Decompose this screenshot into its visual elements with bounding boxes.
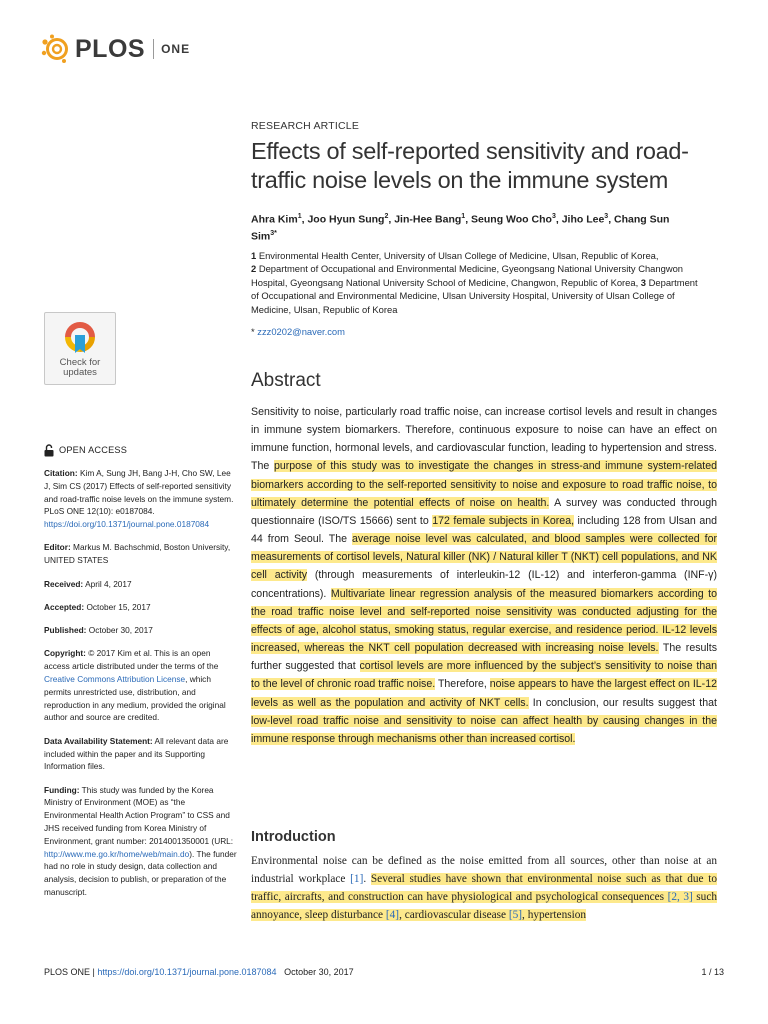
abstract-highlighted-text: purpose of this study was to investigate the changes in stress-and immune system-related biomarkers according to the self-reported sensitivity to noise and exposure to road traffic noise, to ultimately determine the potential effects of noise on health. [251, 460, 717, 509]
check-for-updates-line1: Check for [59, 357, 101, 368]
article-title: Effects of self-reported sensitivity and road-traffic noise levels on the immune system [251, 138, 689, 193]
page-footer [44, 967, 724, 977]
author-name: Chang Sun Sim [251, 213, 670, 242]
abstract-text: A survey was conducted through questionnaire (ISO/TS 15666) sent to [251, 496, 717, 527]
intro-highlighted-text: , hypertension [522, 908, 587, 921]
author-affiliation-mark: 3 [551, 213, 556, 220]
intro-highlighted-text: , cardiovascular disease [399, 908, 509, 921]
logo-journal-name: ONE [161, 42, 191, 56]
abstract-text: including 128 from Ulsan and 44 from Seoul. The [251, 514, 717, 546]
article-metadata-sidebar [44, 444, 238, 909]
footer-journal: PLOS ONE [44, 967, 91, 977]
abstract-body [251, 403, 717, 748]
affiliations [251, 249, 706, 316]
logo-divider [153, 39, 154, 59]
data-availability-block [44, 735, 238, 773]
author-name: Jin-Hee Bang [394, 213, 462, 226]
affiliation-text: Environmental Health Center, University of Ulsan College of Medicine, Ulsan, Republic of Korea, [258, 250, 659, 261]
journal-logo[interactable] [40, 34, 190, 64]
editor-block [44, 541, 238, 567]
intro-highlighted-text: such annoyance, sleep disturbance [251, 890, 717, 921]
published-label: Published: [44, 625, 87, 636]
reference-link[interactable]: [5] [508, 908, 523, 921]
reference-link[interactable]: [1] [350, 872, 364, 885]
footer-doi-link[interactable]: https://doi.org/10.1371/journal.pone.0187084 [97, 967, 277, 977]
affiliation-number: 2 [251, 263, 259, 275]
intro-text: Environmental noise can be defined as the noise emitted from all sources, other than noise at an industrial workplace [251, 855, 717, 885]
funding-block [44, 784, 238, 899]
abstract-text: Sensitivity to noise, particularly road traffic noise, can increase cortisol levels and result in changes in immune system biomarkers. Therefore, continuous exposure to noise can have an effect on immune function, hormonal levels, and cardiovascular function, leading to hypertension and stress. The [251, 406, 717, 473]
abstract-text: (through measurements of interleukin-12 (IL-12) and interferon-gamma (INF-γ) concentrations). [251, 569, 717, 600]
author-affiliation-mark: 3 [604, 213, 609, 220]
open-lock-icon [44, 444, 54, 457]
editor-label: Editor: [44, 542, 71, 553]
received-label: Received: [44, 578, 84, 589]
plos-logo-icon [40, 34, 74, 64]
page-number: 1 / 13 [701, 967, 724, 977]
author-affiliation-mark: 2 [384, 213, 389, 220]
abstract-highlighted-text: average noise level was calculated, and blood samples were collected for measurements of cortisol levels, Natural killer (NK) / Natural killer T (NKT) cell populations, and NK cell activity [251, 533, 717, 582]
funding-text-end: ). The funder had no role in study design, data collection and analysis, decision to publish, or preparation of the manuscript. [44, 848, 237, 898]
affiliation-text: Department of Occupational and Environmental Medicine, Ulsan University Hospital, University of Ulsan College of Medicine, Ulsan, Republic of Korea [251, 276, 698, 315]
author-name: Seung Woo Cho [471, 213, 552, 226]
abstract-highlighted-text: Multivariate linear regression analysis of the measured biomarkers according to the road traffic noise level and self-reported noise sensitivity was conducted adjusting for the effects of age, alcohol status, smoking status, regular exercise, and residence period. IL-12 levels increased, whereas the NKT cell population decreased with increasing noise levels. [251, 587, 717, 655]
author-affiliation-mark: 1 [297, 213, 302, 220]
citation-text: Kim A, Sung JH, Bang J-H, Cho SW, Lee J, Sim CS (2017) Effects of self-reported sensitivity and road-traffic noise levels on the immune system. PLoS ONE 12(10): e0187084. [44, 468, 234, 517]
abstract-highlighted-text: low-level road traffic noise and sensitivity to noise can affect health by causing changes in the immune response through mechanisms other than increased cortisol. [251, 714, 717, 745]
abstract-heading: Abstract [251, 370, 321, 391]
copyright-label: Copyright: [44, 648, 86, 659]
license-link[interactable]: Creative Commons Attribution License [44, 674, 186, 685]
citation-label: Citation: [44, 468, 78, 478]
abstract-text: The results further suggested that [251, 642, 717, 673]
article-type: RESEARCH ARTICLE [251, 120, 360, 132]
affiliation-number: 3 [640, 276, 649, 288]
affiliation-number: 1 [251, 250, 259, 261]
author-name: Jiho Lee [561, 213, 605, 226]
introduction-body [251, 853, 717, 925]
check-for-updates-badge[interactable] [44, 312, 116, 385]
reference-link[interactable]: [2, 3] [667, 890, 693, 903]
data-availability-label: Data Availability Statement: [44, 735, 153, 746]
abstract-text: Therefore, [435, 678, 490, 691]
corresponding-mark: * [251, 326, 255, 337]
copyright-text-end: , which permits unrestricted use, distribution, and reproduction in any medium, provided the original author and source are credited. [44, 674, 226, 723]
check-for-updates-line2: updates [63, 367, 97, 378]
received-date: April 4, 2017 [85, 578, 132, 589]
logo-brand-text: PLOS [75, 34, 146, 63]
intro-highlighted-text: Several studies have shown that environmental noise such as that due to traffic, aircrafts, and construction can have physiological and psychological consequences [251, 872, 717, 903]
funding-url-link[interactable]: http://www.me.go.kr/home/web/main.do [44, 848, 190, 859]
footer-date: October 30, 2017 [284, 967, 354, 977]
footer-separator: | [92, 967, 95, 977]
author-affiliation-mark: 1 [461, 213, 466, 220]
abstract-highlighted-text: 172 female subjects in Korea, [432, 514, 575, 527]
author-name: Joo Hyun Sung [307, 213, 385, 226]
abstract-highlighted-text: cortisol levels are more influenced by the subject’s sensitivity to noise than to the level of chronic road traffic noise. [251, 660, 717, 691]
copyright-block [44, 647, 238, 724]
published-block [44, 624, 238, 637]
received-block [44, 578, 238, 591]
accepted-date: October 15, 2017 [86, 601, 151, 612]
abstract-highlighted-text: noise appears to have the largest effect on IL-12 levels as well as the population and activity of NKT cells. [251, 678, 717, 709]
intro-text: . [363, 872, 371, 885]
corresponding-email-link[interactable]: zzz0202@naver.com [257, 326, 345, 337]
author-list: Ahra Kim$^1$, Joo Hyun Sung$^2$, Jin-Hee Bang$^1$, Seung Woo Cho$^3$, Jiho Lee$^3$, Chang Sun Sim$^{3*}$ [251, 213, 670, 242]
copyright-text: © 2017 Kim et al. This is an open access article distributed under the terms of the [44, 648, 219, 672]
funding-text: This study was funded by the Korea Ministry of Environment (MOE) as “the Environmental Health Action Program” to CSS and JHS received funding from Korea Ministry of Environment, grant number: 2014001350001 (URL: [44, 784, 234, 846]
abstract-text: In conclusion, our results suggest that [528, 696, 717, 709]
accepted-block [44, 601, 238, 614]
citation-doi-link[interactable]: https://doi.org/10.1371/journal.pone.0187084 [44, 519, 210, 530]
data-availability-text: All relevant data are included within the paper and its Supporting Information files. [44, 735, 229, 772]
citation-block [44, 467, 238, 531]
introduction-heading: Introduction [251, 829, 336, 845]
author-name: Ahra Kim [251, 213, 298, 226]
reference-link[interactable]: [4] [385, 908, 400, 921]
editor-text: Markus M. Bachschmid, Boston University, UNITED STATES [44, 542, 231, 566]
published-date: October 30, 2017 [88, 625, 153, 636]
accepted-label: Accepted: [44, 601, 85, 612]
open-access-label [44, 444, 238, 457]
corresponding-author [251, 326, 345, 337]
author-affiliation-mark: 3* [270, 229, 277, 237]
affiliation-text: Department of Occupational and Environmental Medicine, Gyeongsang National University Changwon Hospital, Gyeongsang National University School of Medicine, Changwon, Republic of Korea, [251, 263, 684, 288]
check-for-updates-icon [64, 319, 96, 357]
funding-label: Funding: [44, 784, 80, 795]
check-for-updates-text [45, 358, 115, 378]
open-access-text: OPEN ACCESS [59, 445, 128, 456]
